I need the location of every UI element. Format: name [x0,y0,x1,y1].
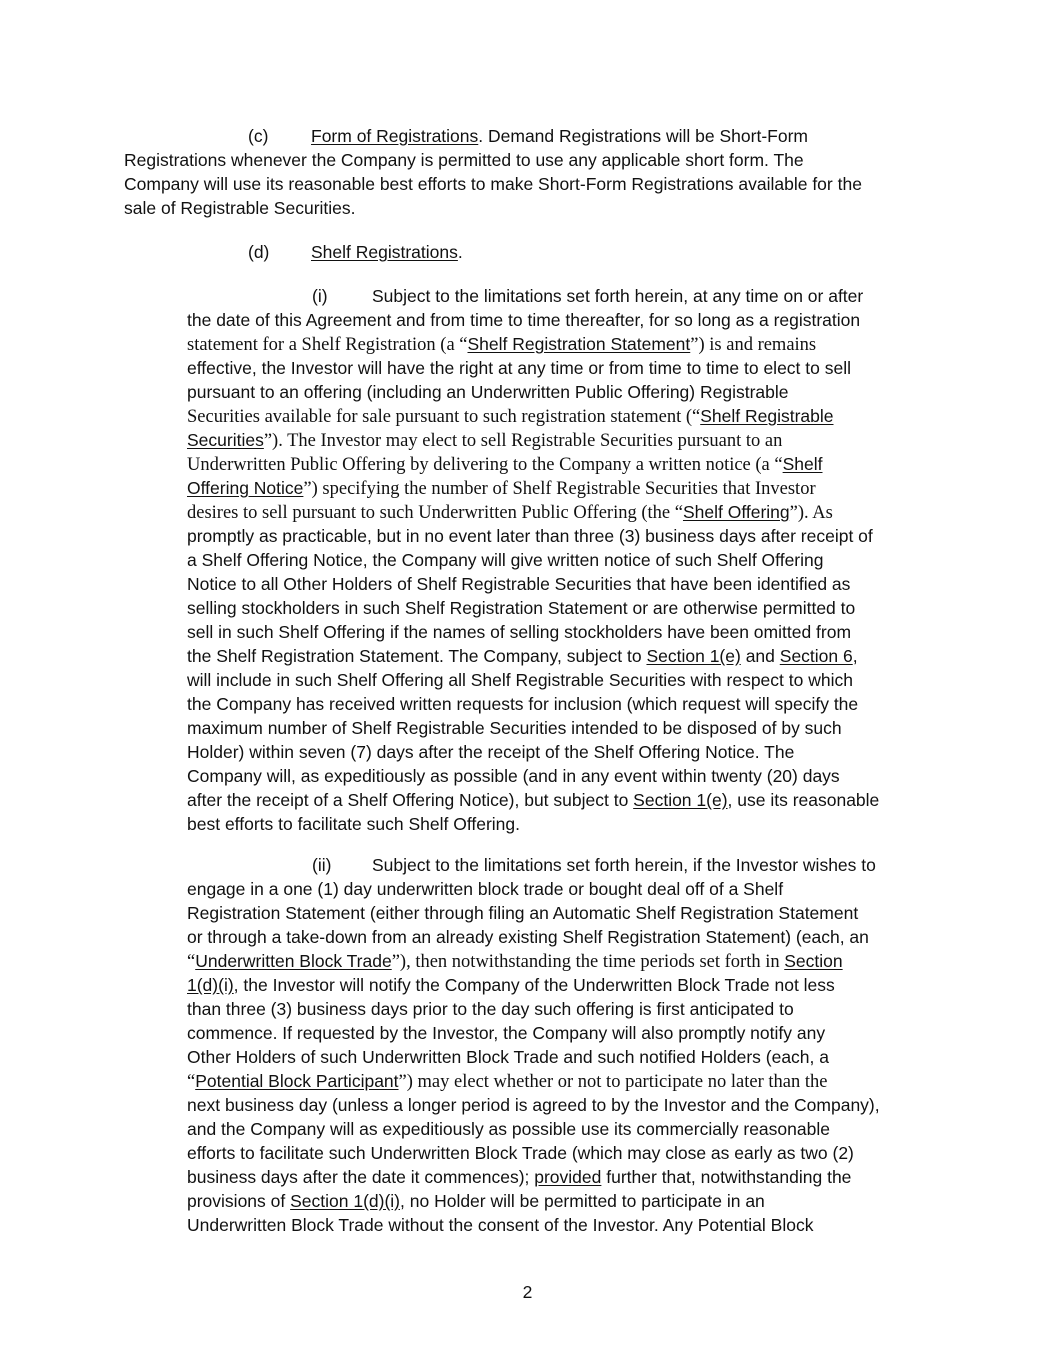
text-run: . Demand Registrations will be Short-Form [478,126,808,146]
text-run: sale of Registrable Securities. [124,198,356,218]
text-line [187,1045,829,1069]
text-run: best efforts to facilitate such Shelf Offering. [187,814,521,834]
heading-text [311,240,463,264]
text-run: desires to sell pursuant to such Underwritten Public Offering (the “ [187,503,683,523]
heading-text [372,284,863,308]
text-line [187,764,840,788]
defined-term: Securities [187,430,264,450]
text-run: commence. If requested by the Investor, the Company will also promptly notify any [187,1023,826,1043]
text-run: selling stockholders in such Shelf Registration Statement or are otherwise permitted to [187,598,856,618]
text-run: Company will use its reasonable best efforts to make Short-Form Registrations available for the [124,174,862,194]
text-run: ”). The Investor may elect to sell Registrable Securities pursuant to an [263,431,783,451]
text-run: “ [187,952,196,972]
text-line [187,332,816,356]
text-line [187,596,855,620]
text-run: maximum number of Shelf Registrable Securities intended to be disposed of by such [187,718,842,738]
enumeration-label: (c) [248,126,269,146]
text-line [187,1141,854,1165]
text-run: and the Company will as expeditiously as possible use its commercially reasonable [187,1119,830,1139]
text-line [187,901,858,925]
text-line [187,1093,880,1117]
text-line [187,380,789,404]
text-line [187,692,858,716]
text-line [187,1165,851,1189]
heading-text [372,853,876,877]
text-run: sell in such Shelf Offering if the names of selling stockholders have been omitted from [187,622,852,642]
text-run: the Shelf Registration Statement. The Company, subject to [187,646,647,666]
defined-term: provided [534,1167,602,1187]
text-line [187,356,851,380]
text-line [187,524,873,548]
text-line [187,949,843,973]
text-line [187,1189,765,1213]
text-run: ”), then notwithstanding the time periods set forth in [391,952,785,972]
text-line [187,404,834,428]
defined-term: Shelf Registration Statement [467,334,691,354]
enumeration-label: (i) [312,286,328,306]
text-line [124,148,804,172]
text-line [187,1213,813,1237]
heading-text [311,124,808,148]
text-run: the Company has received written requests for inclusion (which request will specify the [187,694,859,714]
text-run: ”) may elect whether or not to participate no later than the [398,1072,828,1092]
defined-term: Form of Registrations [311,126,479,146]
text-run: pursuant to an offering (including an Underwritten Public Offering) Registrable [187,382,789,402]
text-run: Holder) within seven (7) days after the receipt of the Shelf Offering Notice. The [187,742,795,762]
text-line [187,500,833,524]
text-line [187,997,794,1021]
text-run: effective, the Investor will have the right at any time or from time to time to elect to sell [187,358,851,378]
text-run: a Shelf Offering Notice, the Company will give written notice of such Shelf Offering [187,550,824,570]
page-number: 2 [522,1282,533,1302]
text-line [187,548,823,572]
text-line [187,1117,830,1141]
text-run: Registrations whenever the Company is permitted to use any applicable short form. The [124,150,804,170]
text-run: Registration Statement (either through filing an Automatic Shelf Registration Statement [187,903,859,923]
text-line [124,172,862,196]
text-run: statement for a Shelf Registration (a “ [187,335,468,355]
text-line [187,925,869,949]
text-run: , use its reasonable [727,790,880,810]
text-run: Notice to all Other Holders of Shelf Registrable Securities that have been identified as [187,574,851,594]
defined-term: Section 1(e) [646,646,741,666]
text-run: , no Holder will be permitted to participate in an [400,1191,765,1211]
text-run: . [457,242,463,262]
text-line [187,740,794,764]
text-line [187,877,783,901]
text-run: will include in such Shelf Offering all Shelf Registrable Securities with respect to which [187,670,853,690]
text-run: Underwritten Public Offering by delivering to the Company a written notice (a “ [187,455,783,475]
defined-term: Section 1(d)(i) [290,1191,401,1211]
text-line [187,644,858,668]
text-run: Securities available for sale pursuant to such registration statement (“ [187,407,701,427]
enumeration-label: (ii) [312,855,332,875]
text-run: or through a take-down from an already existing Shelf Registration Statement) (each, an [187,927,869,947]
text-run: ”) is and remains [690,335,817,355]
text-line [187,476,816,500]
text-run: Subject to the limitations set forth herein, if the Investor wishes to [372,855,876,875]
text-run: next business day (unless a longer period is agreed to by the Investor and the Company), [187,1095,880,1115]
defined-term: Section 6 [779,646,853,666]
text-line [187,1069,827,1093]
text-line [187,812,520,836]
text-run: Subject to the limitations set forth herein, at any time on or after [372,286,864,306]
text-run: ”) specifying the number of Shelf Registrable Securities that Investor [303,479,816,499]
defined-term: Potential Block Participant [195,1071,399,1091]
text-run: efforts to facilitate such Underwritten Block Trade (which may close as early as two (2) [187,1143,854,1163]
text-run: “ [187,1072,196,1092]
text-run: the date of this Agreement and from time to time thereafter, for so long as a registration [187,310,861,330]
text-line [187,428,782,452]
text-run: further that, notwithstanding the [601,1167,852,1187]
text-line [187,1021,825,1045]
text-line [187,973,835,997]
text-line [187,308,860,332]
defined-term: Shelf Offering [682,502,790,522]
defined-term: 1(d)(i) [187,975,234,995]
text-run: after the receipt of a Shelf Offering Notice), but subject to [187,790,634,810]
defined-term: Shelf Registrable [700,406,834,426]
text-run: promptly as practicable, but in no event later than three (3) business days after receipt of [187,526,873,546]
text-line [187,716,842,740]
text-run: Other Holders of such Underwritten Block Trade and such notified Holders (each, a [187,1047,829,1067]
text-run: , [852,646,858,666]
defined-term: Section 1(e) [633,790,728,810]
defined-term: Section [784,951,843,971]
text-run: , the Investor will notify the Company of the Underwritten Block Trade not less [233,975,835,995]
text-run: business days after the date it commences); [187,1167,535,1187]
defined-term: Shelf [782,454,823,474]
defined-term: Underwritten Block Trade [195,951,392,971]
text-run: ”). As [789,503,833,523]
text-line [187,668,853,692]
text-run: than three (3) business days prior to the day such offering is first anticipated to [187,999,794,1019]
text-run: provisions of [187,1191,291,1211]
defined-term: Shelf Registrations [311,242,458,262]
enumeration-label: (d) [248,242,270,262]
text-run: engage in a one (1) day underwritten block trade or bought deal off of a Shelf [187,879,784,899]
text-line [187,620,851,644]
text-run: Underwritten Block Trade without the consent of the Investor. Any Potential Block [187,1215,814,1235]
defined-term: Offering Notice [187,478,304,498]
text-run: and [740,646,780,666]
text-line [187,452,823,476]
text-line [124,196,356,220]
text-line [187,572,850,596]
text-line [187,788,879,812]
text-run: Company will, as expeditiously as possible (and in any event within twenty (20) days [187,766,840,786]
